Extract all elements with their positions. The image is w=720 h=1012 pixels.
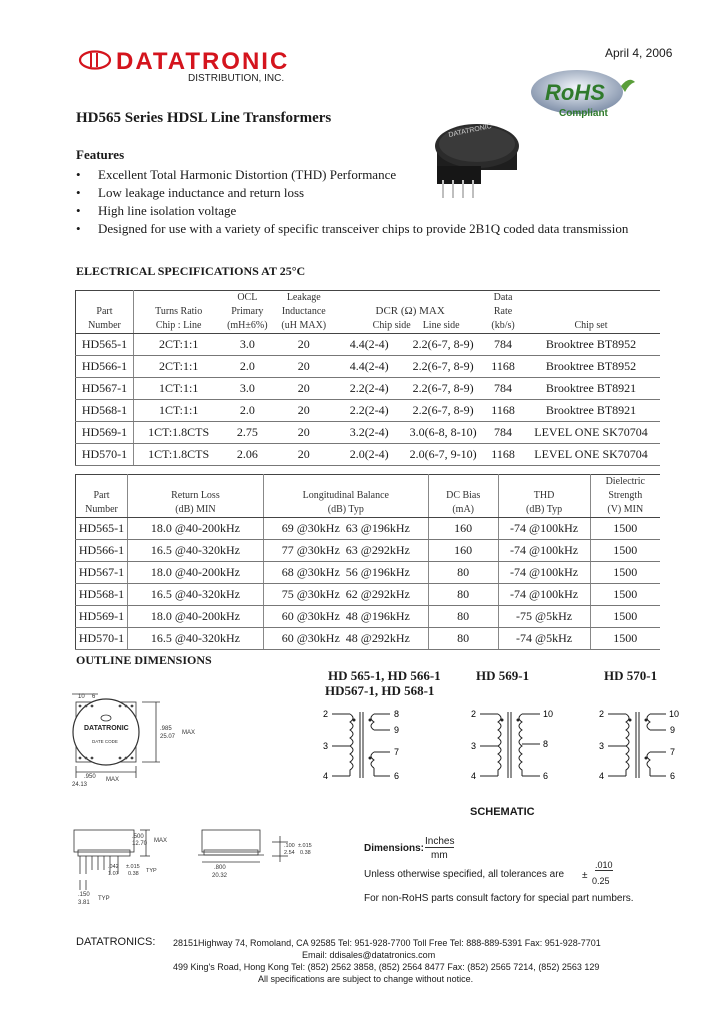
schematic-hd570 [596, 700, 690, 784]
schematic-title-hd569: HD 569-1 [476, 668, 530, 683]
svg-text:2: 2 [471, 709, 477, 719]
dimensions-mm: mm [431, 850, 448, 861]
header-dc-bias: DC Bias (mA) [428, 475, 498, 518]
svg-text:MAX: MAX [182, 730, 196, 736]
table-row: HD569-1 18.0 @40-200kHz 60 @30kHz 48 @196kHz 80 -75 @5kHz 1500 [76, 606, 661, 628]
pin-label: 6 [92, 694, 96, 700]
table-row: HD567-1 1CT:1:1 3.0 20 2.2(2-4) 2.2(6-7, 8-9) 784 Brooktree BT8921 [76, 378, 661, 400]
top-view-drawing [62, 688, 212, 788]
table-row: HD565-1 18.0 @40-200kHz 69 @30kHz 63 @196kHz 160 -74 @100kHz 1500 [76, 518, 661, 540]
svg-text:3: 3 [323, 741, 329, 751]
svg-text:6: 6 [394, 771, 400, 781]
feature-item: • Designed for use with a variety of specific transceiver chips to provide 2B1Q coded data transmission [76, 221, 629, 236]
table-row: HD565-1 2CT:1:1 3.0 20 4.4(2-4) 2.2(6-7, 8-9) 784 Brooktree BT8952 [76, 334, 661, 356]
tolerance-inches: .010 [595, 860, 613, 870]
table-row: HD569-1 1CT:1.8CTS 2.75 20 3.2(2-4) 3.0(6-8, 8-10) 784 LEVEL ONE SK70704 [76, 422, 661, 444]
svg-text:3: 3 [599, 741, 605, 751]
svg-text:TYP: TYP [146, 868, 157, 874]
rohs-text: RoHS [545, 80, 605, 105]
svg-text:.985: .985 [160, 726, 172, 732]
svg-text:25.07: 25.07 [160, 734, 176, 740]
header-part: Part Number [76, 291, 134, 334]
header-chipset: Chip set [522, 291, 660, 334]
table-row: HD568-1 16.5 @40-320kHz 75 @30kHz 62 @292kHz 80 -74 @100kHz 1500 [76, 584, 661, 606]
part-marking: DATATRONIC [84, 725, 129, 732]
schematic-title-hd570: HD 570-1 [604, 668, 658, 683]
svg-text:±.015: ±.015 [298, 843, 312, 849]
dimensions-label: Dimensions: [364, 843, 425, 854]
svg-text:3: 3 [471, 741, 477, 751]
svg-text:9: 9 [670, 725, 676, 735]
header-turns: Turns Ratio Chip : Line [133, 291, 223, 334]
end-view-drawing [192, 822, 352, 888]
schematic-hd569 [468, 700, 560, 784]
svg-text:12.70: 12.70 [132, 841, 148, 847]
svg-text:24.13: 24.13 [72, 782, 88, 788]
dimensions-inches: Inches [425, 836, 455, 847]
date-code: DATE CODE [92, 739, 118, 744]
svg-text:TYP: TYP [98, 896, 110, 902]
svg-text:.100: .100 [284, 843, 295, 849]
tolerance-plus-minus: ± [582, 870, 588, 881]
svg-text:3.81: 3.81 [78, 900, 90, 906]
rohs-leaf-icon [621, 80, 635, 92]
footer-disclaimer: All specifications are subject to change without notice. [258, 974, 474, 984]
rohs-badge [525, 62, 645, 122]
logo-mark-icon [78, 50, 112, 70]
header-part: Part Number [76, 475, 128, 518]
svg-text:4: 4 [323, 771, 329, 781]
svg-text:8: 8 [543, 739, 549, 749]
svg-text:.500: .500 [132, 834, 144, 840]
svg-text:20.32: 20.32 [212, 873, 228, 879]
svg-text:7: 7 [670, 747, 676, 757]
product-marking: DATATRONIC [447, 122, 493, 139]
header-leakage: Leakage Inductance (uH MAX) [271, 291, 336, 334]
company-logo [76, 48, 326, 88]
table-row: HD570-1 16.5 @40-320kHz 60 @30kHz 48 @292kHz 80 -74 @5kHz 1500 [76, 628, 661, 650]
svg-text:1.07: 1.07 [108, 871, 119, 877]
feature-item: • Excellent Total Harmonic Distortion (THD) Performance [76, 167, 397, 182]
footer-address-us: 28151Highway 74, Romoland, CA 92585 Tel: 951-928-7700 Toll Free Tel: 888-889-5391 Fax: 951-928-7701 [173, 938, 601, 948]
svg-text:0.38: 0.38 [300, 850, 311, 856]
svg-text:4: 4 [599, 771, 605, 781]
feature-item: • Low leakage inductance and return loss [76, 185, 305, 200]
schematic-hd565 [320, 700, 410, 784]
table-row: HD570-1 1CT:1.8CTS 2.06 20 2.0(2-4) 2.0(6-7, 9-10) 1168 LEVEL ONE SK70704 [76, 444, 661, 466]
logo-wordmark: DATATRONIC [116, 48, 290, 75]
pin-label: 10 [78, 694, 85, 700]
table-row: HD568-1 1CT:1:1 2.0 20 2.2(2-4) 2.2(6-7, 8-9) 1168 Brooktree BT8921 [76, 400, 661, 422]
features-list [76, 166, 628, 238]
header-dcr: DCR (Ω) MAX Chip side Line side [336, 291, 484, 334]
svg-text:.150: .150 [78, 892, 90, 898]
header-data-rate: Data Rate (kb/s) [484, 291, 522, 334]
svg-text:MAX: MAX [154, 838, 168, 844]
footer-company: DATATRONICS: [76, 936, 156, 948]
svg-text:4: 4 [471, 771, 477, 781]
header-dielectric: Dielectric Strength (V) MIN [590, 475, 660, 518]
non-rohs-note: For non-RoHS parts consult factory for special part numbers. [364, 893, 634, 904]
svg-text:.950: .950 [84, 774, 96, 780]
svg-text:±.015: ±.015 [126, 864, 140, 870]
svg-text:2.54: 2.54 [284, 850, 295, 856]
side-view-drawing [62, 822, 202, 906]
svg-text:6: 6 [670, 771, 676, 781]
tolerance-text: Unless otherwise specified, all tolerances are [364, 869, 565, 880]
page-title: HD565 Series HDSL Line Transformers [76, 110, 332, 126]
electrical-specs-table [75, 290, 660, 466]
svg-text:MAX: MAX [106, 777, 120, 783]
features-heading: Features [76, 147, 125, 162]
rohs-compliant-text: Compliant [559, 108, 608, 119]
svg-text:.042: .042 [108, 864, 119, 870]
electrical-specs-heading: ELECTRICAL SPECIFICATIONS AT 25°C [76, 264, 306, 278]
feature-item: • High line isolation voltage [76, 203, 237, 218]
svg-text:.800: .800 [214, 865, 226, 871]
svg-text:2: 2 [323, 709, 329, 719]
performance-specs-table [75, 474, 660, 650]
svg-text:10: 10 [543, 709, 554, 719]
table-header-row [76, 291, 661, 334]
table-header-row [76, 475, 661, 518]
svg-text:7: 7 [394, 747, 400, 757]
table-row: HD566-1 16.5 @40-320kHz 77 @30kHz 63 @292kHz 160 -74 @100kHz 1500 [76, 540, 661, 562]
schematic-title-hd567: HD567-1, HD 568-1 [325, 683, 435, 698]
header-thd: THD (dB) Typ [498, 475, 590, 518]
schematic-label: SCHEMATIC [470, 806, 535, 818]
logo-subtitle: DISTRIBUTION, INC. [188, 73, 285, 84]
svg-text:9: 9 [394, 725, 400, 735]
table-row: HD567-1 18.0 @40-200kHz 68 @30kHz 56 @196kHz 80 -74 @100kHz 1500 [76, 562, 661, 584]
outline-heading: OUTLINE DIMENSIONS [76, 653, 212, 667]
svg-text:0.38: 0.38 [128, 871, 139, 877]
header-ocl: OCL Primary (mH±6%) [223, 291, 271, 334]
svg-text:10: 10 [669, 709, 680, 719]
document-date: April 4, 2006 [605, 46, 673, 60]
header-return-loss: Return Loss (dB) MIN [127, 475, 263, 518]
svg-text:8: 8 [394, 709, 400, 719]
svg-text:6: 6 [543, 771, 549, 781]
schematic-title-hd565: HD 565-1, HD 566-1 [328, 668, 441, 683]
tolerance-mm: 0.25 [592, 876, 610, 886]
footer-address-hk: 499 King's Road, Hong Kong Tel: (852) 2562 3858, (852) 2564 8477 Fax: (852) 2565 7214, (852) 2563 129 [173, 962, 600, 972]
svg-text:2: 2 [599, 709, 605, 719]
header-longitudinal-balance: Longitudinal Balance (dB) Typ [263, 475, 428, 518]
footer-email[interactable]: Email: ddisales@datatronics.com [302, 950, 436, 960]
table-row: HD566-1 2CT:1:1 2.0 20 4.4(2-4) 2.2(6-7, 8-9) 1168 Brooktree BT8952 [76, 356, 661, 378]
